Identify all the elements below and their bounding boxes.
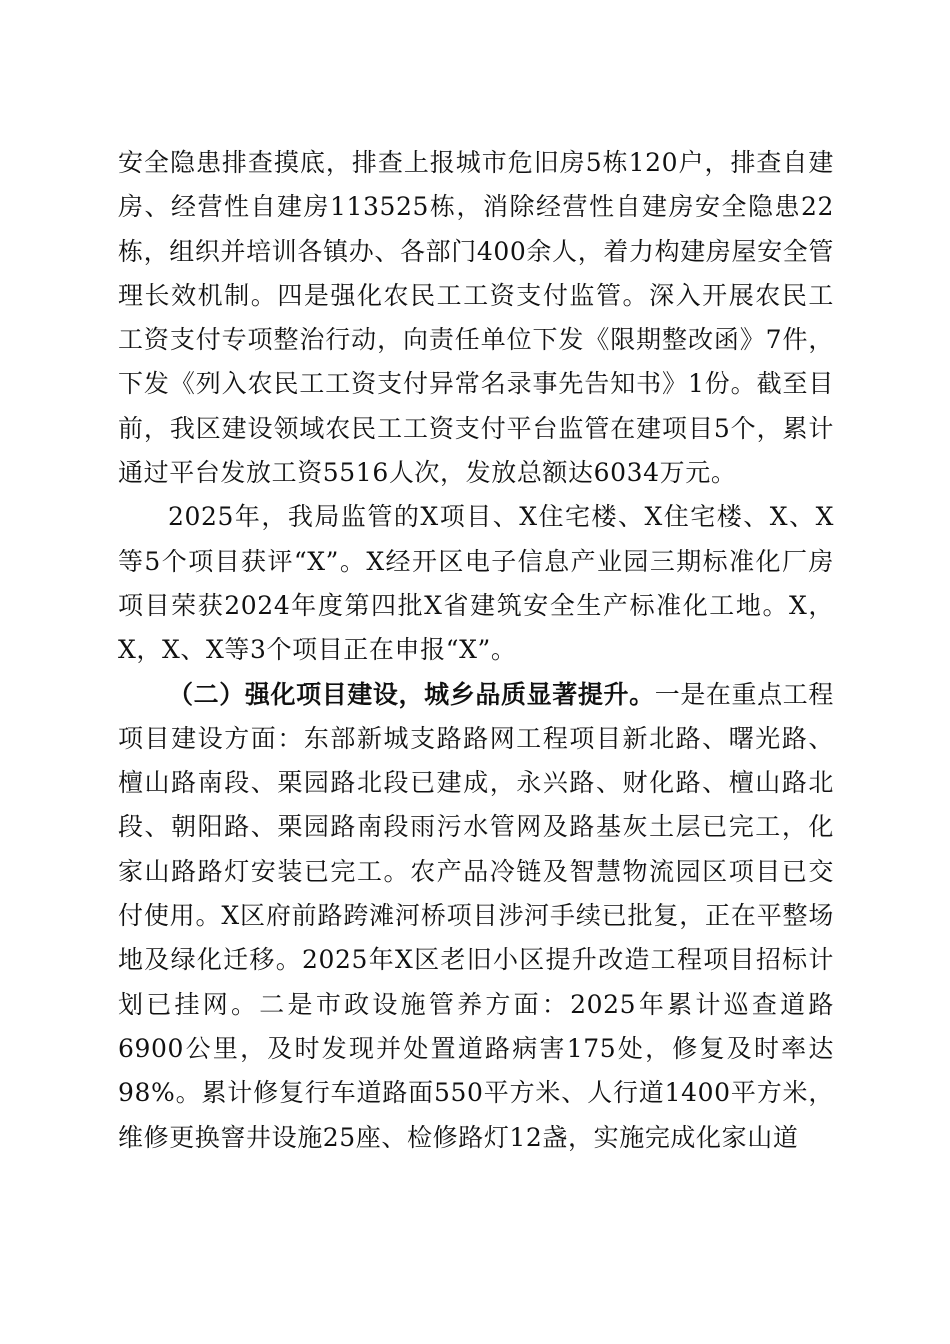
paragraph-1 bbox=[118, 141, 834, 495]
paragraph-2 bbox=[118, 495, 834, 672]
document-body bbox=[118, 141, 834, 1160]
section-heading: （二）强化项目建设，城乡品质显著提升。 bbox=[168, 679, 655, 709]
paragraph-2-text: 2025年，我局监管的X项目、X住宅楼、X住宅楼、X、X等5个项目获评“X”。X经开区电子信息产业园三期标准化厂房项目荣获2024年度第四批X省建筑安全生产标准化工地。X，X，X、X等3个项目正在申报“X”。 bbox=[118, 502, 834, 665]
paragraph-1-text: 安全隐患排查摸底，排查上报城市危旧房5栋120户，排查自建房、经营性自建房113525栋，消除经营性自建房安全隐患22栋，组织并培训各镇办、各部门400余人，着力构建房屋安全管理长效机制。四是强化农民工工资支付监管。深入开展农民工工资支付专项整治行动，向责任单位下发《限期整改函》7件，下发《列入农民工工资支付异常名录事先告知书》1份。截至目前，我区建设领域农民工工资支付平台监管在建项目5个，累计通过平台发放工资5516人次，发放总额达6034万元。 bbox=[118, 148, 834, 488]
paragraph-3-text: 一是在重点工程项目建设方面：东部新城支路路网工程项目新北路、曙光路、檀山路南段、栗园路北段已建成，永兴路、财化路、檀山路北段、朝阳路、栗园路南段雨污水管网及路基灰土层已完工，化家山路路灯安装已完工。农产品冷链及智慧物流园区项目已交付使用。X区府前路跨滩河桥项目涉河手续已批复，正在平整场地及绿化迁移。2025年X区老旧小区提升改造工程项目招标计划已挂网。二是市政设施管养方面：2025年累计巡查道路6900公里，及时发现并处置道路病害175处，修复及时率达98%。累计修复行车道路面550平方米、人行道1400平方米，维修更换窨井设施25座、检修路灯12盏，实施完成化家山道 bbox=[118, 679, 834, 1152]
paragraph-3 bbox=[118, 673, 834, 1160]
